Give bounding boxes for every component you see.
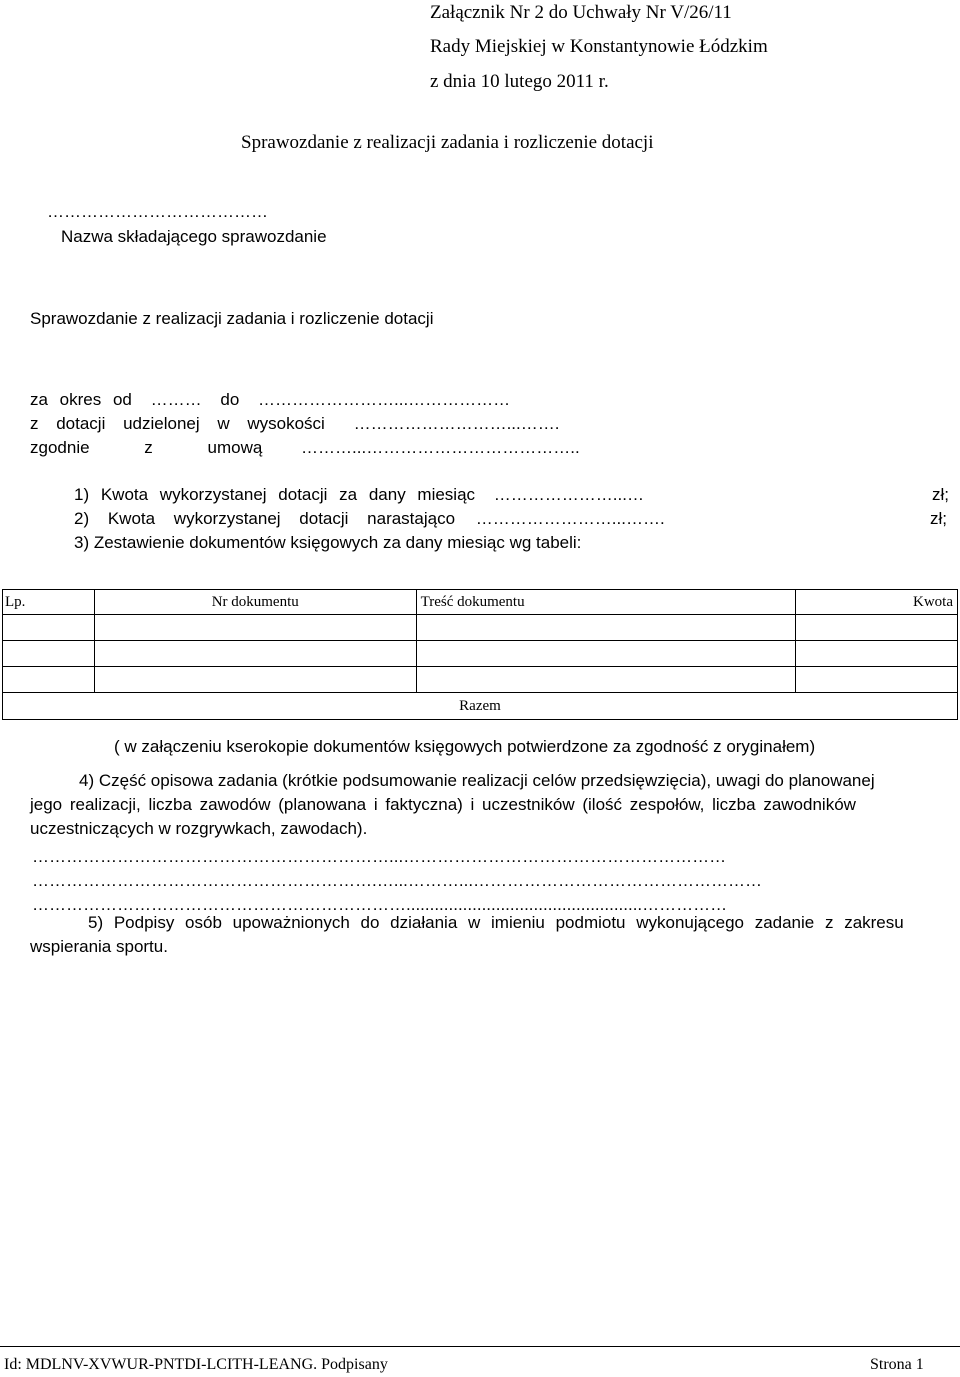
table-cell[interactable] <box>796 641 958 667</box>
section-4-line-2: jego realizacji, liczba zawodów (planowana i faktyczna) i uczestników (ilość zespołów, liczba zawodników <box>30 795 856 814</box>
period-from-dots: ……… <box>150 390 202 409</box>
agreement-row <box>30 438 580 458</box>
item-1 <box>74 485 644 505</box>
item-1-label: 1) Kwota wykorzystanej dotacji za dany miesiąc <box>74 485 476 504</box>
section-4-line-1: 4) Część opisowa zadania (krótkie podsumowanie realizacji celów przedsięwzięcia), uwagi do planowanej <box>79 771 875 790</box>
footer-id: Id: MDLNV-XVWUR-PNTDI-LCITH-LEANG. Podpisany <box>4 1356 388 1373</box>
period-row <box>30 390 952 410</box>
table-row <box>3 615 958 641</box>
table-cell[interactable] <box>94 641 416 667</box>
table-cell[interactable] <box>416 667 796 693</box>
period-to-dots: ……………………...……………… <box>258 390 511 409</box>
item-1-dots: …………………...… <box>493 485 644 504</box>
section-4-dots-2: …………………………………………………….…...………...…………………………………………… <box>32 871 763 890</box>
document-title: Sprawozdanie z realizacji zadania i rozliczenie dotacji <box>241 132 654 153</box>
table-cell[interactable] <box>3 641 95 667</box>
table-cell[interactable] <box>94 667 416 693</box>
table-cell[interactable] <box>416 615 796 641</box>
item-2-unit: zł; <box>930 509 947 528</box>
item-1-unit: zł; <box>932 485 949 504</box>
grant-amount-label: z dotacji udzielonej w wysokości <box>30 414 325 433</box>
report-subtitle: Sprawozdanie z realizacji zadania i rozliczenie dotacji <box>30 309 434 328</box>
section-4-dots-1: ………………………………………………………...………………………………………………… <box>32 847 727 866</box>
table-header-row <box>3 590 958 615</box>
grant-amount-dots: ………………………...……. <box>353 414 560 433</box>
agreement-dots: ………...……………………………….. <box>301 438 580 457</box>
item-2-label: 2) Kwota wykorzystanej dotacji narastająco <box>74 509 456 528</box>
period-from-label: za okres od <box>30 390 132 409</box>
grant-amount-row <box>30 414 559 434</box>
header-line-2: Rady Miejskiej w Konstantynowie Łódzkim <box>430 36 768 57</box>
table-cell[interactable] <box>416 641 796 667</box>
submitter-dots: ………………………………… <box>47 202 268 221</box>
section-5-line-1: 5) Podpisy osób upoważnionych do działania w imieniu podmiotu wykonującego zadanie z zakresu <box>88 913 904 932</box>
footer-divider <box>0 1346 960 1347</box>
table-cell[interactable] <box>796 615 958 641</box>
agreement-label: zgodnie z umową <box>30 438 263 457</box>
col-header-doc-number: Nr dokumentu <box>94 590 416 615</box>
item-3: 3) Zestawienie dokumentów księgowych za dany miesiąc wg tabeli: <box>74 533 582 552</box>
table-row <box>3 667 958 693</box>
section-4-dots-3: …………………………………………………………..................................................…………… <box>32 895 728 914</box>
table-total-row <box>3 693 958 720</box>
table-cell[interactable] <box>796 667 958 693</box>
item-2 <box>74 509 665 529</box>
header-line-3: z dnia 10 lutego 2011 r. <box>430 71 609 92</box>
col-header-doc-content: Treść dokumentu <box>416 590 796 615</box>
section-5-line-2: wspierania sportu. <box>30 937 168 956</box>
footer-page-number: Strona 1 <box>870 1356 924 1373</box>
documents-table <box>2 589 958 720</box>
submitter-label: Nazwa składającego sprawozdanie <box>61 227 327 246</box>
table-cell[interactable] <box>3 667 95 693</box>
col-header-lp: Lp. <box>3 590 95 615</box>
table-total-label: Razem <box>3 693 958 720</box>
table-row <box>3 641 958 667</box>
attachment-note: ( w załączeniu kserokopie dokumentów księgowych potwierdzone za zgodność z oryginałem) <box>114 737 816 756</box>
col-header-amount: Kwota <box>796 590 958 615</box>
table-cell[interactable] <box>94 615 416 641</box>
section-4-line-3: uczestniczących w rozgrywkach, zawodach). <box>30 819 368 838</box>
item-2-dots: ……………………...……. <box>475 509 665 528</box>
header-line-1: Załącznik Nr 2 do Uchwały Nr V/26/11 <box>430 2 732 23</box>
period-to-label: do <box>220 390 240 409</box>
table-cell[interactable] <box>3 615 95 641</box>
